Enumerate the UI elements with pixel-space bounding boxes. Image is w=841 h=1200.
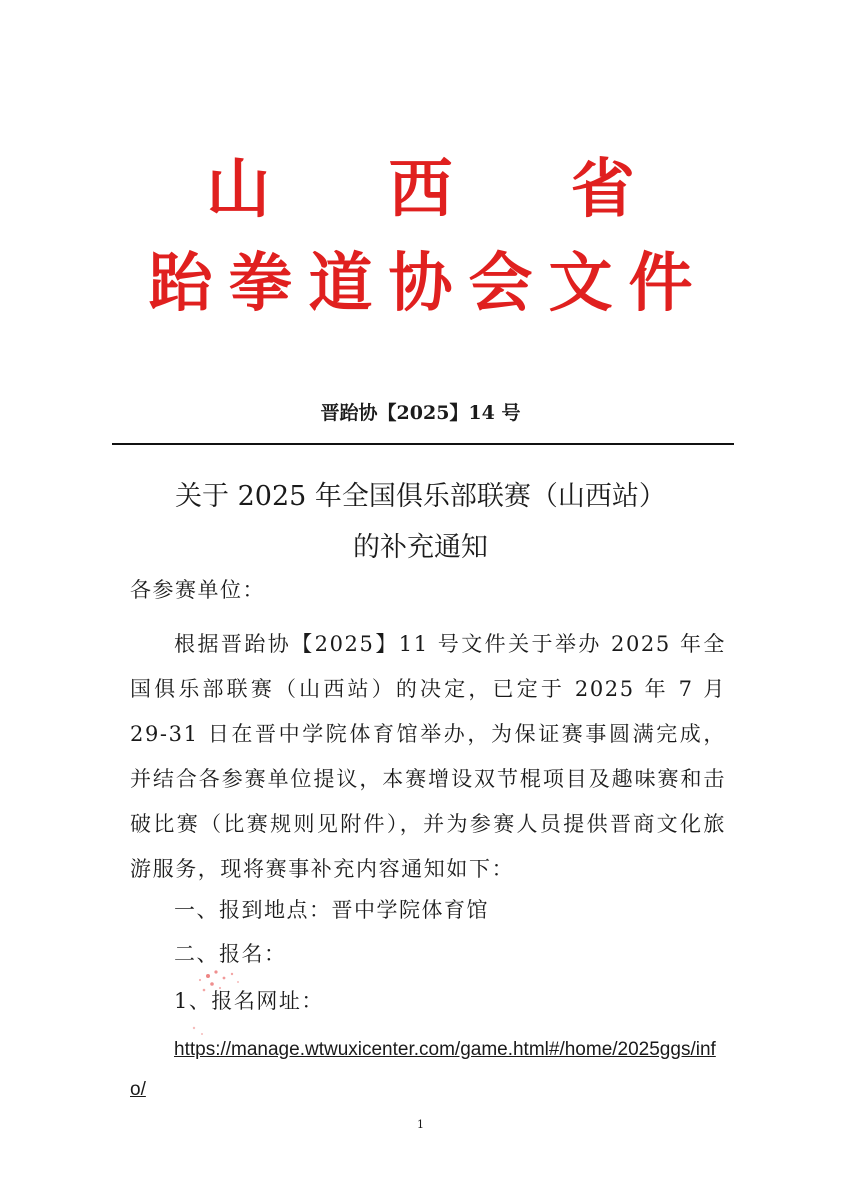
document-number: 晋跆协【2025】14 号 bbox=[320, 402, 521, 424]
body-paragraph: 根据晋跆协【2025】11 号文件关于举办 2025 年全国俱乐部联赛（山西站）的决定，已定于 2025 年 7 月 29-31 日在晋中学院体育馆举办，为保证赛事圆满完成，并结合各参赛单位提议，本赛增设双节棍项目及趣味赛和击破比赛（比赛规则见附件），并为参赛人员提供晋商文化旅游服务，现将赛事补充内容通知如下： bbox=[130, 632, 726, 881]
registration-link-part1[interactable]: https://manage.wtwuxicenter.com/game.html#/home/2025ggs/inf bbox=[174, 1039, 716, 1060]
item-registration-url-label: 1、报名网址： bbox=[174, 989, 324, 1013]
item-checkin-location: 一、报到地点：晋中学院体育馆 bbox=[174, 898, 489, 922]
registration-link-part2[interactable]: o/ bbox=[130, 1079, 146, 1100]
salutation: 各参赛单位： bbox=[130, 578, 265, 602]
registration-link[interactable] bbox=[130, 1030, 734, 1110]
item-registration: 二、报名： bbox=[174, 942, 287, 966]
page-number: 1 bbox=[417, 1118, 424, 1131]
header-association-document: 跆拳道协会文件 bbox=[148, 246, 709, 321]
notice-title-line1: 关于 2025 年全国俱乐部联赛（山西站） bbox=[175, 481, 666, 512]
header-province: 山 西 省 bbox=[206, 152, 683, 227]
header-divider bbox=[112, 443, 734, 445]
notice-title-line2: 的补充通知 bbox=[353, 532, 488, 563]
